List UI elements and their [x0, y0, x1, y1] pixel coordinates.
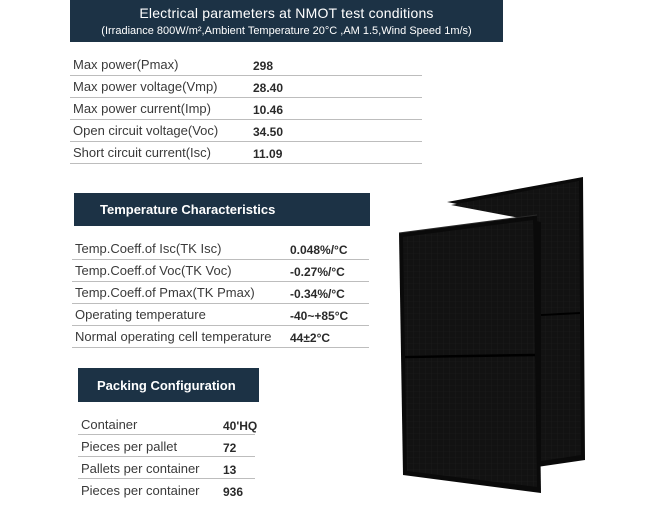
temperature-table	[72, 238, 369, 348]
packing-table	[78, 413, 258, 500]
row-label: Operating temperature	[75, 307, 206, 322]
table-row	[70, 142, 422, 164]
row-value: 40'HQ	[223, 419, 258, 433]
table-row	[70, 54, 422, 76]
table-row	[78, 413, 258, 435]
row-value: -40~+85°C	[290, 309, 349, 323]
row-value: 0.048%/°C	[290, 243, 348, 257]
table-row	[72, 260, 369, 282]
row-label: Temp.Coeff.of Isc(TK Isc)	[75, 241, 222, 256]
row-value: 10.46	[253, 103, 284, 117]
temperature-header-banner	[74, 193, 370, 226]
solar-panel-icon	[395, 175, 585, 500]
row-label: Short circuit current(Isc)	[73, 145, 211, 160]
nmot-parameters-table	[70, 54, 422, 164]
nmot-subtitle: (Irradiance 800W/m²,Ambient Temperature 20°C ,AM 1.5,Wind Speed 1m/s)	[101, 25, 472, 37]
temperature-title: Temperature Characteristics	[100, 202, 276, 217]
table-row	[70, 98, 422, 120]
row-label: Pallets per container	[81, 461, 200, 476]
row-value: -0.34%/°C	[290, 287, 345, 301]
row-value: 28.40	[253, 81, 284, 95]
table-row	[72, 238, 369, 260]
table-row	[72, 282, 369, 304]
table-row	[72, 326, 369, 348]
row-label: Max power current(Imp)	[73, 101, 211, 116]
table-row	[70, 76, 422, 98]
row-label: Pieces per container	[81, 483, 200, 498]
table-row	[72, 304, 369, 326]
table-row	[78, 457, 255, 479]
packing-title: Packing Configuration	[97, 378, 236, 393]
row-label: Max power voltage(Vmp)	[73, 79, 218, 94]
row-label: Normal operating cell temperature	[75, 329, 272, 344]
row-label: Max power(Pmax)	[73, 57, 179, 72]
table-row	[78, 435, 255, 457]
row-value: 298	[253, 59, 274, 73]
packing-header-banner	[78, 368, 259, 402]
row-label: Container	[81, 417, 138, 432]
row-value: 13	[223, 463, 237, 477]
nmot-header-banner	[70, 0, 503, 42]
nmot-title: Electrical parameters at NMOT test conditions	[139, 5, 434, 21]
row-value: 44±2°C	[290, 331, 331, 345]
table-row	[70, 120, 422, 142]
row-value: 936	[223, 485, 244, 499]
row-label: Pieces per pallet	[81, 439, 178, 454]
row-label: Temp.Coeff.of Pmax(TK Pmax)	[75, 285, 255, 300]
table-row	[78, 479, 255, 500]
row-label: Temp.Coeff.of Voc(TK Voc)	[75, 263, 232, 278]
row-value: 34.50	[253, 125, 284, 139]
row-value: 72	[223, 441, 237, 455]
row-label: Open circuit voltage(Voc)	[73, 123, 219, 138]
row-value: 11.09	[253, 147, 283, 161]
row-value: -0.27%/°C	[290, 265, 345, 279]
